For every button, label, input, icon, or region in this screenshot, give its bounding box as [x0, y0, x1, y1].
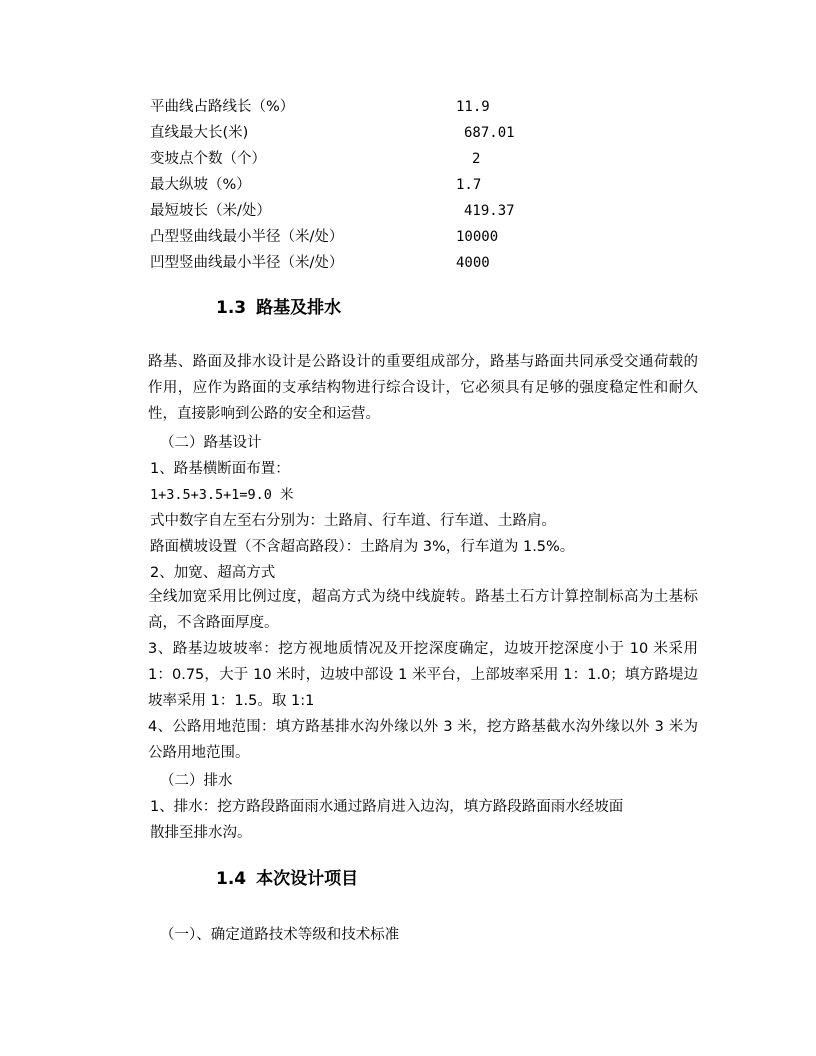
drain-line: 散排至排水沟。 — [150, 825, 252, 841]
stat-label: 最大纵坡（%） — [150, 177, 251, 193]
stat-value: 419.37 — [464, 203, 515, 219]
paragraph: 全线加宽采用比例过度，超高方式为绕中线旋转。路基土石方计算控制标高为土基标高，不含路面厚度。 — [148, 589, 698, 631]
list-item: 2、加宽、超高方式 — [150, 565, 276, 581]
section-title: 路基及排水 — [256, 298, 342, 318]
list-item: 1、路基横断面布置： — [150, 461, 290, 477]
subsection-title: （二）路基设计 — [160, 435, 262, 451]
stat-label: 直线最大长(米) — [150, 125, 249, 141]
stat-label: 最短坡长（米/处） — [150, 203, 271, 219]
list-item: （一）、确定道路技术等级和技术标准 — [160, 927, 400, 943]
section-heading-1-3 — [216, 297, 341, 319]
section-heading-1-4 — [216, 868, 358, 890]
stat-label: 变坡点个数（个） — [150, 151, 266, 167]
section-number: 1.3 — [216, 298, 247, 318]
stat-label: 平曲线占路线长（%） — [150, 99, 295, 115]
paragraph: 4、公路用地范围：填方路基排水沟外缘以外 3 米，挖方路基截水沟外缘以外 3 米为公路用地范围。 — [148, 719, 698, 761]
drain-line: 1、排水：挖方路段路面雨水通过路肩进入边沟，填方路段路面雨水经坡面 — [150, 799, 624, 815]
section-title: 本次设计项目 — [256, 869, 359, 889]
stat-value: 2 — [472, 151, 481, 167]
stat-value: 687.01 — [464, 125, 515, 141]
stat-label: 凹型竖曲线最小半径（米/处） — [150, 255, 344, 271]
stat-value: 1.7 — [456, 177, 482, 193]
stat-value: 4000 — [456, 255, 490, 271]
stat-value: 11.9 — [456, 99, 490, 115]
formula: 1+3.5+3.5+1=9.0 米 — [150, 487, 294, 503]
stat-value: 10000 — [456, 229, 499, 245]
section-number: 1.4 — [216, 869, 247, 889]
paragraph: 3、路基边坡坡率：挖方视地质情况及开挖深度确定，边坡开挖深度小于 10 米采用 1：0.75，大于 10 米时，边坡中部设 1 米平台，上部坡率采用 1：1.0；填方路堤边坡率采用 1：1.5。取 1:1 — [148, 641, 698, 709]
slope-setting: 路面横坡设置（不含超高路段）：土路肩为 3%，行车道为 1.5%。 — [150, 539, 575, 555]
stat-label: 凸型竖曲线最小半径（米/处） — [150, 229, 344, 245]
subsection-title: （二）排水 — [160, 773, 233, 789]
formula-note: 式中数字自左至右分别为：土路肩、行车道、行车道、土路肩。 — [150, 513, 556, 529]
intro-paragraph: 路基、路面及排水设计是公路设计的重要组成部分，路基与路面共同承受交通荷载的作用，应作为路面的支承结构物进行综合设计，它必须具有足够的强度稳定性和耐久性，直接影响到公路的安全和运营。 — [148, 354, 698, 422]
